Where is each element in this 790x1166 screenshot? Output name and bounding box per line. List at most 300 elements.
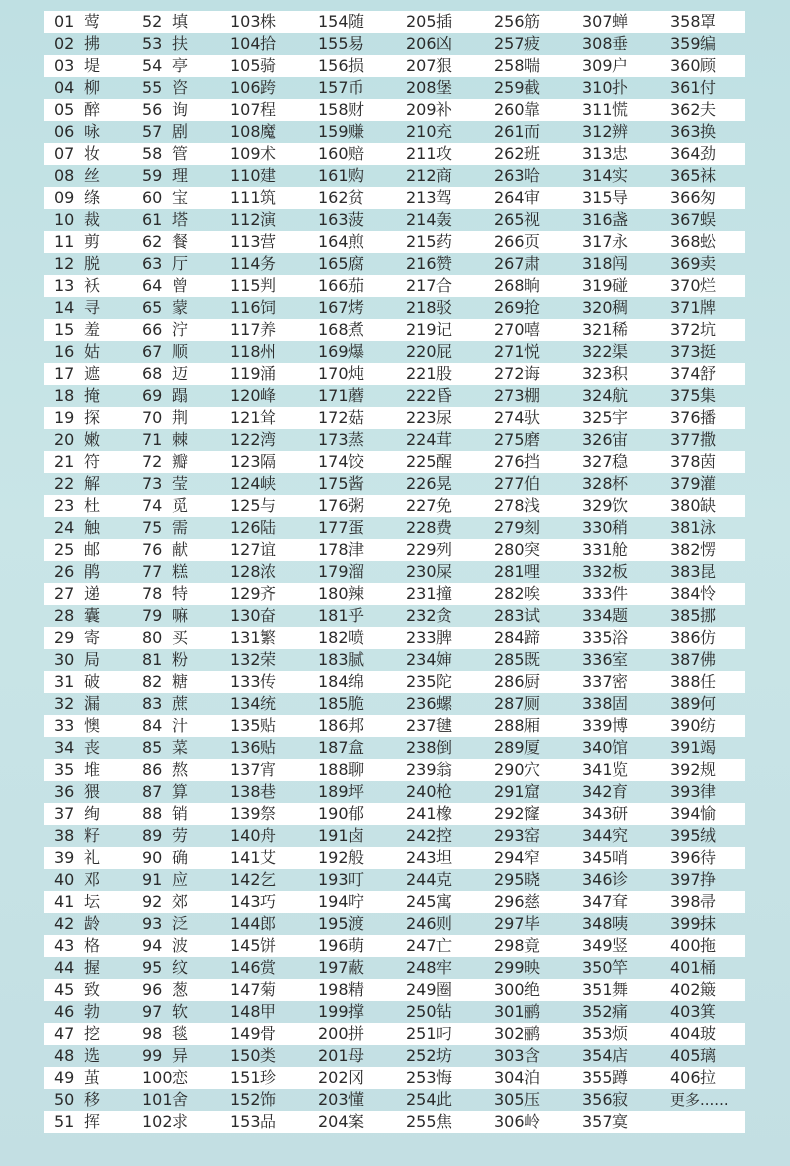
item-character: 触 — [84, 518, 101, 537]
item-character: 顺 — [172, 342, 189, 361]
item-character: 挺 — [700, 342, 717, 361]
item-number: 215 — [406, 232, 437, 251]
list-item — [308, 1067, 396, 1089]
list-item — [308, 495, 396, 517]
item-character: 破 — [84, 672, 101, 691]
list-item — [484, 231, 572, 253]
list-item — [484, 429, 572, 451]
list-item — [308, 517, 396, 539]
list-item — [396, 913, 484, 935]
list-item — [308, 165, 396, 187]
item-number: 135 — [230, 716, 261, 735]
list-item — [132, 693, 220, 715]
item-character: 爆 — [348, 342, 365, 361]
list-item — [660, 1023, 745, 1045]
item-character: 程 — [260, 100, 277, 119]
item-character: 巷 — [260, 782, 277, 801]
list-item — [660, 1001, 745, 1023]
item-number: 153 — [230, 1112, 261, 1131]
item-number: 343 — [582, 804, 613, 823]
list-item — [396, 671, 484, 693]
item-character: 诊 — [612, 870, 629, 889]
list-item — [396, 825, 484, 847]
item-character: 毯 — [172, 1024, 189, 1043]
item-character: 筑 — [260, 188, 277, 207]
item-character: 视 — [524, 210, 541, 229]
list-item — [44, 847, 132, 869]
item-character: 需 — [172, 518, 189, 537]
list-item — [220, 561, 308, 583]
list-item — [572, 341, 660, 363]
list-item — [132, 935, 220, 957]
item-character: 诲 — [524, 364, 541, 383]
list-item — [132, 275, 220, 297]
list-item — [660, 253, 745, 275]
item-character: 集 — [700, 386, 717, 405]
item-character: 软 — [172, 1002, 189, 1021]
item-number: 214 — [406, 210, 437, 229]
item-number: 330 — [582, 518, 613, 537]
item-number: 147 — [230, 980, 261, 999]
item-number: 205 — [406, 12, 437, 31]
item-character: 碰 — [612, 276, 629, 295]
item-number: 94 — [142, 936, 163, 955]
item-character: 饼 — [260, 936, 277, 955]
list-item — [396, 341, 484, 363]
item-number: 240 — [406, 782, 437, 801]
item-number: 160 — [318, 144, 349, 163]
item-character: 厨 — [524, 672, 541, 691]
item-character: 喷 — [348, 628, 365, 647]
item-number: 178 — [318, 540, 349, 559]
item-number: 245 — [406, 892, 437, 911]
list-item — [132, 341, 220, 363]
item-character: 压 — [524, 1090, 541, 1109]
item-character: 毕 — [524, 914, 541, 933]
item-character: 泊 — [524, 1068, 541, 1087]
list-item — [572, 429, 660, 451]
item-number: 18 — [54, 386, 75, 405]
item-character: 懂 — [348, 1090, 365, 1109]
list-item — [220, 627, 308, 649]
item-number: 362 — [670, 100, 701, 119]
item-character: 符 — [84, 452, 101, 471]
list-item — [308, 605, 396, 627]
item-character: 醒 — [436, 452, 453, 471]
list-item — [396, 297, 484, 319]
item-number: 70 — [142, 408, 163, 427]
list-item — [572, 495, 660, 517]
list-item — [572, 55, 660, 77]
item-number: 121 — [230, 408, 261, 427]
item-number: 366 — [670, 188, 701, 207]
list-item — [484, 605, 572, 627]
list-item — [572, 605, 660, 627]
list-item — [572, 187, 660, 209]
item-number: 235 — [406, 672, 437, 691]
item-character: 谊 — [260, 540, 277, 559]
list-item — [484, 539, 572, 561]
item-character: 牢 — [436, 958, 453, 977]
list-item — [220, 297, 308, 319]
item-number: 122 — [230, 430, 261, 449]
item-character: 蹄 — [524, 628, 541, 647]
item-character: 蔗 — [172, 694, 189, 713]
item-number: 403 — [670, 1002, 701, 1021]
item-character: 汁 — [172, 716, 189, 735]
item-character: 拾 — [260, 34, 277, 53]
item-number: 155 — [318, 34, 349, 53]
list-item — [484, 209, 572, 231]
list-item — [44, 979, 132, 1001]
item-number: 171 — [318, 386, 349, 405]
item-number: 266 — [494, 232, 525, 251]
list-item — [396, 759, 484, 781]
item-number: 182 — [318, 628, 349, 647]
item-character: 籽 — [84, 826, 101, 845]
table-row — [44, 363, 745, 385]
item-character: 蛋 — [348, 518, 365, 537]
list-item — [220, 781, 308, 803]
list-item — [308, 209, 396, 231]
item-number: 33 — [54, 716, 75, 735]
item-number: 211 — [406, 144, 437, 163]
item-number: 67 — [142, 342, 163, 361]
item-character: 丝 — [84, 166, 101, 185]
list-item — [572, 715, 660, 737]
item-number: 53 — [142, 34, 163, 53]
item-number: 37 — [54, 804, 75, 823]
item-character: 漏 — [84, 694, 101, 713]
item-character: 买 — [172, 628, 189, 647]
item-character: 懊 — [84, 716, 101, 735]
item-character: 晓 — [524, 870, 541, 889]
item-number: 44 — [54, 958, 75, 977]
item-number: 162 — [318, 188, 349, 207]
list-item — [572, 11, 660, 33]
list-item — [660, 429, 745, 451]
list-item — [220, 165, 308, 187]
item-number: 358 — [670, 12, 701, 31]
item-number: 209 — [406, 100, 437, 119]
item-number: 89 — [142, 826, 163, 845]
list-item — [44, 1111, 132, 1133]
item-character: 记 — [436, 320, 453, 339]
item-number: 115 — [230, 276, 261, 295]
item-number: 352 — [582, 1002, 613, 1021]
item-number: 05 — [54, 100, 75, 119]
list-item — [132, 363, 220, 385]
list-item — [308, 33, 396, 55]
item-character: 而 — [524, 122, 541, 141]
item-character: 浓 — [260, 562, 277, 581]
item-number: 356 — [582, 1090, 613, 1109]
item-character: 邦 — [348, 716, 365, 735]
list-item — [44, 715, 132, 737]
item-character: 饰 — [260, 1090, 277, 1109]
list-item — [572, 363, 660, 385]
item-number: 317 — [582, 232, 613, 251]
item-character: 莺 — [84, 12, 101, 31]
item-character: 堡 — [436, 78, 453, 97]
item-character: 伯 — [524, 474, 541, 493]
item-number: 351 — [582, 980, 613, 999]
list-item — [132, 1067, 220, 1089]
item-number: 278 — [494, 496, 525, 515]
list-item — [660, 187, 745, 209]
item-character: 鹃 — [84, 562, 101, 581]
item-number: 222 — [406, 386, 437, 405]
list-item — [220, 891, 308, 913]
item-character: 聊 — [348, 760, 365, 779]
item-character: 卖 — [700, 254, 717, 273]
item-character: 冈 — [348, 1068, 365, 1087]
item-character: 突 — [524, 540, 541, 559]
item-number: 370 — [670, 276, 701, 295]
item-character: 撒 — [700, 430, 717, 449]
item-character: 嘻 — [524, 320, 541, 339]
list-item — [132, 649, 220, 671]
item-character: 蔽 — [348, 958, 365, 977]
item-character: 宵 — [260, 760, 277, 779]
table-row — [44, 385, 745, 407]
item-number: 372 — [670, 320, 701, 339]
item-number: 59 — [142, 166, 163, 185]
table-row — [44, 143, 745, 165]
item-number: 107 — [230, 100, 261, 119]
list-item — [660, 33, 745, 55]
item-character: 茧 — [84, 1068, 101, 1087]
item-character: 竭 — [700, 738, 717, 757]
list-item — [44, 385, 132, 407]
item-number: 156 — [318, 56, 349, 75]
item-number: 76 — [142, 540, 163, 559]
item-character: 菠 — [348, 210, 365, 229]
list-item — [572, 1045, 660, 1067]
item-character: 亭 — [172, 56, 189, 75]
item-number: 322 — [582, 342, 613, 361]
item-number: 402 — [670, 980, 701, 999]
item-number: 201 — [318, 1046, 349, 1065]
list-item — [220, 11, 308, 33]
item-number: 250 — [406, 1002, 437, 1021]
list-item — [396, 737, 484, 759]
item-number: 382 — [670, 540, 701, 559]
list-item — [220, 979, 308, 1001]
list-item — [660, 759, 745, 781]
item-number: 02 — [54, 34, 75, 53]
list-item — [660, 583, 745, 605]
list-item — [572, 979, 660, 1001]
item-number: 232 — [406, 606, 437, 625]
item-character: 班 — [524, 144, 541, 163]
item-character: 堆 — [84, 760, 101, 779]
list-item — [396, 209, 484, 231]
item-number: 225 — [406, 452, 437, 471]
item-number: 141 — [230, 848, 261, 867]
item-character: 妆 — [84, 144, 101, 163]
item-character: 建 — [260, 166, 277, 185]
list-item — [132, 759, 220, 781]
item-number: 292 — [494, 804, 525, 823]
item-character: 葱 — [172, 980, 189, 999]
item-number: 371 — [670, 298, 701, 317]
item-character: 题 — [612, 606, 629, 625]
item-number: 390 — [670, 716, 701, 735]
list-item — [660, 935, 745, 957]
item-number: 95 — [142, 958, 163, 977]
item-character: 类 — [260, 1046, 277, 1065]
item-character: 乎 — [348, 606, 365, 625]
item-character: 充 — [436, 122, 453, 141]
list-item — [44, 803, 132, 825]
item-character: 枪 — [436, 782, 453, 801]
list-item — [220, 187, 308, 209]
item-character: 撑 — [348, 1002, 365, 1021]
item-number: 260 — [494, 100, 525, 119]
table-row — [44, 759, 745, 781]
item-character: 喘 — [524, 56, 541, 75]
list-item — [44, 253, 132, 275]
list-item — [660, 979, 745, 1001]
list-item — [44, 429, 132, 451]
item-number: 204 — [318, 1112, 349, 1131]
table-row — [44, 979, 745, 1001]
item-number: 102 — [142, 1112, 173, 1131]
item-character: 窄 — [524, 848, 541, 867]
item-number: 348 — [582, 914, 613, 933]
list-item — [396, 979, 484, 1001]
item-character: 烤 — [348, 298, 365, 317]
table-row — [44, 781, 745, 803]
table-row — [44, 297, 745, 319]
item-number: 333 — [582, 584, 613, 603]
item-character: 币 — [348, 78, 365, 97]
item-character: 盏 — [612, 210, 629, 229]
item-number: 298 — [494, 936, 525, 955]
list-item — [308, 231, 396, 253]
item-number: 388 — [670, 672, 701, 691]
item-number: 01 — [54, 12, 75, 31]
item-character: 挣 — [700, 870, 717, 889]
item-number: 111 — [230, 188, 261, 207]
item-character: 魔 — [260, 122, 277, 141]
item-character: 纺 — [700, 716, 717, 735]
item-character: 扶 — [172, 34, 189, 53]
item-character: 挡 — [524, 452, 541, 471]
list-item — [660, 913, 745, 935]
item-character: 移 — [84, 1090, 101, 1109]
item-character: 母 — [348, 1046, 365, 1065]
item-character: 艾 — [260, 848, 277, 867]
item-number: 62 — [142, 232, 163, 251]
item-number: 302 — [494, 1024, 525, 1043]
item-number: 336 — [582, 650, 613, 669]
item-character: 唉 — [524, 584, 541, 603]
list-item — [44, 671, 132, 693]
item-character: 泳 — [700, 518, 717, 537]
table-row — [44, 715, 745, 737]
item-character: 何 — [700, 694, 717, 713]
list-item — [484, 891, 572, 913]
item-character: 玻 — [700, 1024, 717, 1043]
list-item — [44, 319, 132, 341]
list-item — [660, 1089, 745, 1111]
item-number: 248 — [406, 958, 437, 977]
item-number: 246 — [406, 914, 437, 933]
table-row — [44, 693, 745, 715]
item-character: 哩 — [524, 562, 541, 581]
item-character: 荆 — [172, 408, 189, 427]
table-row — [44, 957, 745, 979]
item-character: 特 — [172, 584, 189, 603]
list-item — [132, 1045, 220, 1067]
list-item — [484, 341, 572, 363]
list-item — [308, 429, 396, 451]
item-character: 窑 — [524, 826, 541, 845]
item-number: 247 — [406, 936, 437, 955]
table-row — [44, 561, 745, 583]
item-character: 寂 — [612, 1090, 629, 1109]
item-character: 咦 — [612, 914, 629, 933]
item-number: 81 — [142, 650, 163, 669]
item-number: 308 — [582, 34, 613, 53]
item-character: 昆 — [700, 562, 717, 581]
item-number: 219 — [406, 320, 437, 339]
item-number: 270 — [494, 320, 525, 339]
item-number: 236 — [406, 694, 437, 713]
item-character: 熬 — [172, 760, 189, 779]
item-number: 206 — [406, 34, 437, 53]
list-item — [44, 77, 132, 99]
list-item — [660, 473, 745, 495]
item-number: 11 — [54, 232, 75, 251]
item-number: 175 — [318, 474, 349, 493]
list-item — [396, 803, 484, 825]
list-item — [132, 825, 220, 847]
item-number: 217 — [406, 276, 437, 295]
item-character: 导 — [612, 188, 629, 207]
table-row — [44, 583, 745, 605]
list-item — [660, 385, 745, 407]
item-character: 炖 — [348, 364, 365, 383]
table-row — [44, 891, 745, 913]
item-character: 晃 — [436, 474, 453, 493]
item-number: 06 — [54, 122, 75, 141]
list-item — [572, 869, 660, 891]
item-number: 15 — [54, 320, 75, 339]
item-character: 劳 — [172, 826, 189, 845]
table-row — [44, 495, 745, 517]
list-item — [572, 275, 660, 297]
item-character: 桶 — [700, 958, 717, 977]
list-item — [44, 341, 132, 363]
item-number: 189 — [318, 782, 349, 801]
item-number: 398 — [670, 892, 701, 911]
item-character: 永 — [612, 232, 629, 251]
list-item — [132, 121, 220, 143]
item-character: 湾 — [260, 430, 277, 449]
item-number: 86 — [142, 760, 163, 779]
item-number: 151 — [230, 1068, 261, 1087]
item-number: 65 — [142, 298, 163, 317]
list-item — [660, 209, 745, 231]
list-item — [660, 1111, 745, 1133]
item-number: 387 — [670, 650, 701, 669]
item-number: 97 — [142, 1002, 163, 1021]
table-row — [44, 11, 745, 33]
item-number: 128 — [230, 562, 261, 581]
